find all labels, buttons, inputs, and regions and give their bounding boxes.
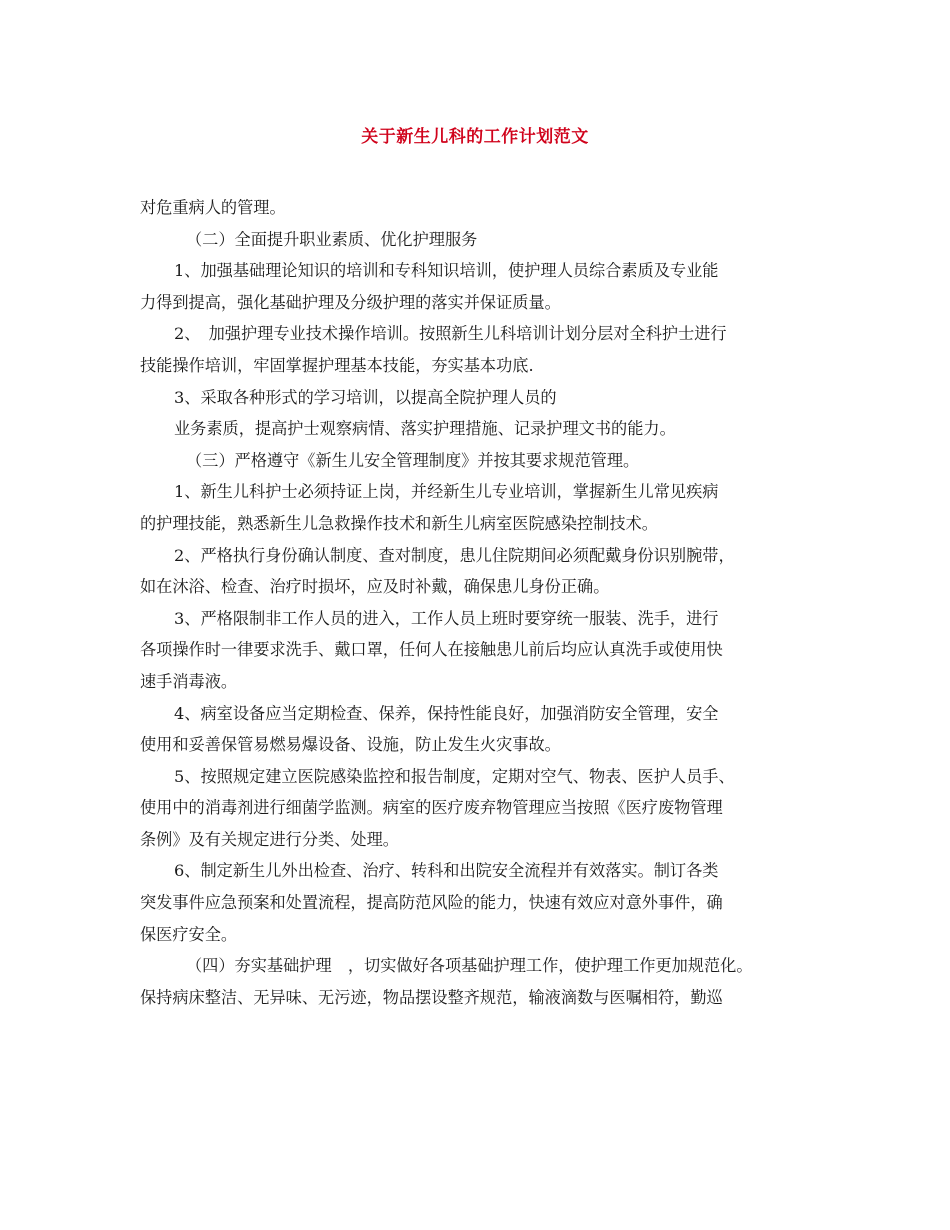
document-title: 关于新生儿科的工作计划范文 — [361, 127, 589, 147]
text-line: 6、制定新生儿外出检查、治疗、转科和出院安全流程并有效落实。制订各类 — [174, 861, 719, 881]
text-line: 业务素质，提高护士观察病情、落实护理措施、记录护理文书的能力。 — [174, 419, 676, 439]
text-line: 使用和妥善保管易燃易爆设备、设施，防止发生火灾事故。 — [140, 735, 561, 755]
text-line: 1、新生儿科护士必须持证上岗，并经新生儿专业培训，掌握新生儿常见疾病 — [174, 482, 719, 502]
text-line: 2、 加强护理专业技术操作培训。按照新生儿科培训计划分层对全科护士进行 — [174, 324, 727, 344]
text-line: 各项操作时一律要求洗手、戴口罩，任何人在接触患儿前后均应认真洗手或使用快 — [140, 640, 723, 660]
text-line: 保持病床整洁、无异味、无污迹，物品摆设整齐规范，输液滴数与医嘱相符，勤巡 — [140, 987, 723, 1007]
text-line: （三）严格遵守《新生儿安全管理制度》并按其要求规范管理。 — [186, 450, 640, 470]
text-line: 2、严格执行身份确认制度、查对制度，患儿住院期间必须配戴身份识别腕带， — [174, 545, 735, 565]
text-line: 保医疗安全。 — [140, 924, 238, 944]
text-line: 技能操作培训，牢固掌握护理基本技能，夯实基本功底. — [140, 355, 534, 375]
text-line: 条例》及有关规定进行分类、处理。 — [140, 829, 399, 849]
text-line: 3、采取各种形式的学习培训，以提高全院护理人员的 — [174, 387, 557, 407]
text-line: 力得到提高，强化基础护理及分级护理的落实并保证质量。 — [140, 292, 561, 312]
text-line: 对危重病人的管理。 — [140, 198, 286, 217]
text-line: 突发事件应急预案和处置流程，提高防范风险的能力，快速有效应对意外事件，确 — [140, 893, 723, 913]
text-line: 使用中的消毒剂进行细菌学监测。病室的医疗废弃物管理应当按照《医疗废物管理 — [140, 798, 723, 818]
text-line: （二）全面提升职业素质、优化护理服务 — [186, 229, 478, 249]
text-line: 的护理技能，熟悉新生儿急救操作技术和新生儿病室医院感染控制技术。 — [140, 513, 658, 533]
text-line: 如在沐浴、检查、治疗时损坏，应及时补戴，确保患儿身份正确。 — [140, 577, 610, 597]
text-line: 4、病室设备应当定期检查、保养，保持性能良好，加强消防安全管理，安全 — [174, 703, 719, 723]
document-body — [140, 192, 814, 1013]
text-line: 速手消毒液。 — [140, 671, 238, 691]
text-line: 5、按照规定建立医院感染监控和报告制度，定期对空气、物表、医护人员手、 — [174, 766, 735, 786]
text-line: 3、严格限制非工作人员的进入，工作人员上班时要穿统一服装、洗手，进行 — [174, 608, 719, 628]
text-line: （四）夯实基础护理 ，切实做好各项基础护理工作，使护理工作更加规范化。 — [186, 956, 753, 976]
text-line: 1、加强基础理论知识的培训和专科知识培训，使护理人员综合素质及专业能 — [174, 261, 719, 281]
